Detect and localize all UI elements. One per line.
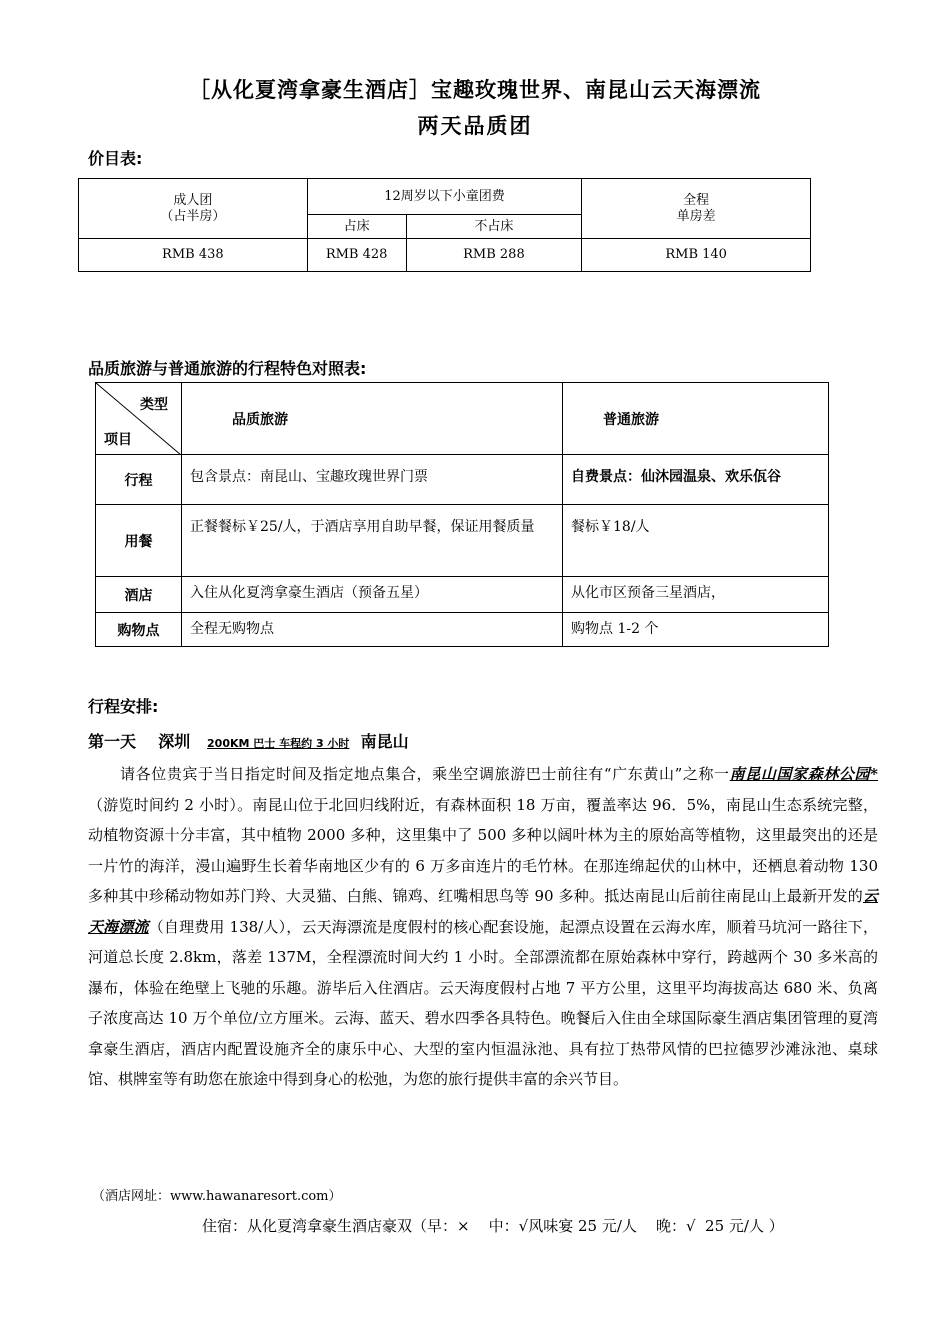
- itinerary-label: 行程安排:: [88, 697, 159, 716]
- row-label: 行程: [96, 455, 182, 505]
- compare-row: [96, 577, 829, 613]
- single-price: RMB 140: [582, 239, 811, 272]
- normal-cell: 从化市区预备三星酒店，: [563, 577, 829, 613]
- adult-price: RMB 438: [79, 239, 308, 272]
- hotel-url: （酒店网址：www.hawanaresort.com）: [92, 1189, 342, 1204]
- row-label: 酒店: [96, 577, 182, 613]
- row-label: 购物点: [96, 613, 182, 647]
- page-title: ［从化夏湾拿豪生酒店］宝趣玫瑰世界、南昆山云天海漂流: [189, 78, 761, 102]
- compare-row: [96, 505, 829, 577]
- compare-row: [96, 613, 829, 647]
- accommodation-line: 住宿：从化夏湾拿豪生酒店豪双（早：× 中：√风味宴 25 元/人 晚：√ 25 元/人 ）: [202, 1217, 784, 1235]
- day-from: 深圳: [158, 732, 191, 751]
- corner-item: 项目: [104, 432, 132, 448]
- normal-cell: 自费景点：仙沐园温泉、欢乐佤谷: [563, 455, 829, 505]
- adult-header-line1: 成人团: [173, 192, 213, 208]
- highlight-nankunshan-park: 南昆山国家森林公园*: [729, 765, 878, 783]
- compare-section-label: 品质旅游与普通旅游的行程特色对照表:: [88, 359, 367, 378]
- desc-part-a: 请各位贵宾于当日指定时间及指定地点集合，乘坐空调旅游巴士前往有“广东黄山”之称一: [120, 765, 730, 783]
- single-header-line1: 全程: [683, 192, 710, 208]
- adult-header: [79, 179, 308, 239]
- quality-cell: 包含景点：南昆山、宝趣玫瑰世界门票: [182, 455, 563, 505]
- corner-cell: [96, 383, 182, 455]
- child-header: 12周岁以下小童团费: [307, 179, 582, 215]
- adult-header-line2: （占半房）: [160, 208, 226, 224]
- desc-part-b: （游览时间约 2 小时）。南昆山位于北回归线附近，有森林面积 18 万亩，覆盖率达 96．5%，南昆山生态系统完整，动植物资源十分丰富，其中植物 2000 多种，这里集中了 500 多种以阔叶林为主的原始高等植物，这里最突出的还是一片竹的海洋，漫山遍野生长着华南地区少有的 6 万多亩连片的毛竹林。在那连绵起伏的山林中，还栖息着动物 130 多种其中珍稀动物如苏门羚、大灵猫、白熊、锦鸡、红嘴相思鸟等 90 多种。抵达南昆山后前往南昆山上最新开发的: [88, 795, 878, 905]
- quality-cell: 入住从化夏湾拿豪生酒店（预备五星）: [182, 577, 563, 613]
- compare-row: [96, 455, 829, 505]
- single-header-line2: 单房差: [676, 208, 716, 224]
- child-nobed-header: 不占床: [406, 215, 582, 239]
- col-quality-header: 品质旅游: [182, 383, 563, 455]
- child-bed-header: 占床: [307, 215, 406, 239]
- compare-table: [95, 382, 829, 647]
- day1-heading: [88, 729, 409, 752]
- day1-description: [88, 759, 878, 1095]
- normal-cell: 餐标￥18/人: [563, 505, 829, 577]
- highlight-rafting: 云天海漂流: [88, 887, 878, 936]
- day-label: 第一天: [88, 732, 137, 751]
- corner-type: 类型: [140, 397, 168, 413]
- day-transport: 200KM 巴士 车程约 3 小时: [207, 737, 350, 750]
- quality-cell: 全程无购物点: [182, 613, 563, 647]
- child-nobed-price: RMB 288: [406, 239, 582, 272]
- price-section-label: 价目表:: [88, 149, 143, 168]
- quality-cell: 正餐餐标￥25/人，于酒店享用自助早餐，保证用餐质量: [182, 505, 563, 577]
- row-label: 用餐: [96, 505, 182, 577]
- col-normal-header: 普通旅游: [563, 383, 829, 455]
- desc-part-c: （自理费用 138/人），云天海漂流是度假村的核心配套设施，起漂点设置在云海水库，顺着马坑河一路往下，河道总长度 2.8km，落差 137M，全程漂流时间大约 1 小时。全部漂流都在原始森林中穿行，跨越两个 30 多米高的瀑布，体验在绝壁上飞驰的乐趣。游毕后入住酒店。云天海度假村占地 7 平方公里，这里平均海拔高达 680 米、负离子浓度高达 10 万个单位/立方厘米。云海、蓝天、碧水四季各具特色。晚餐后入住由全球国际豪生酒店集团管理的夏湾拿豪生酒店，酒店内配置设施齐全的康乐中心、大型的室内恒温泳池、具有拉丁热带风情的巴拉德罗沙滩泳池、桌球馆、棋牌室等有助您在旅途中得到身心的松弛，为您的旅行提供丰富的余兴节目。: [88, 917, 878, 1088]
- day-to: 南昆山: [360, 732, 409, 751]
- child-bed-price: RMB 428: [307, 239, 406, 272]
- price-table: [78, 178, 811, 272]
- single-header: [582, 179, 811, 239]
- normal-cell: 购物点 1-2 个: [563, 613, 829, 647]
- page-subtitle: 两天品质团: [417, 114, 533, 138]
